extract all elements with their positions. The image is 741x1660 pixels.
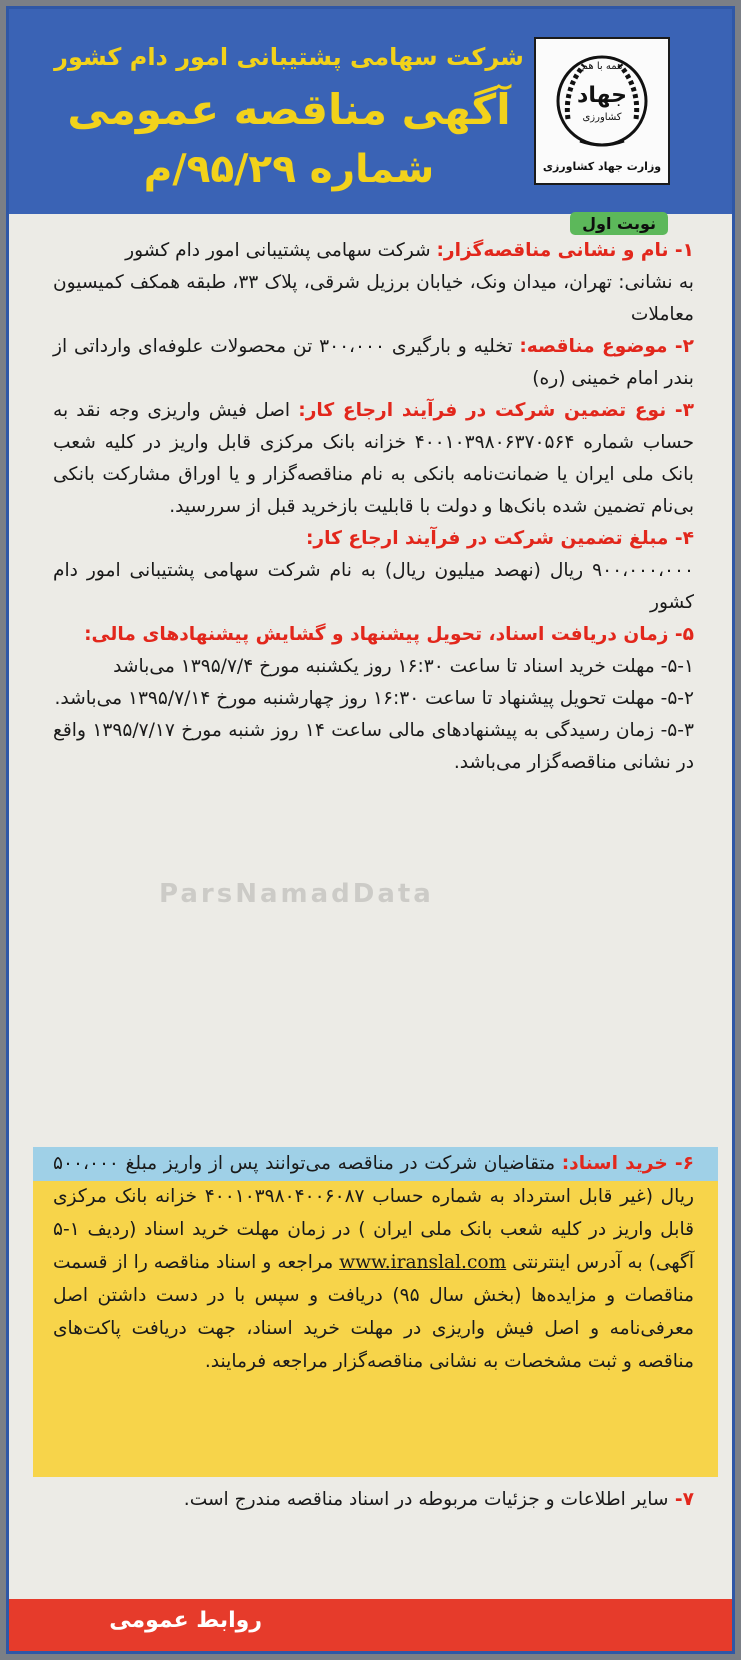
logo-ministry: وزارت جهاد کشاورزی	[542, 160, 662, 173]
round-badge: نوبت اول	[570, 212, 668, 235]
logo-motto: همه با هم	[581, 61, 623, 72]
section-6	[53, 1147, 694, 1378]
section-1-text: شرکت سهامی پشتیبانی امور دام کشور	[125, 240, 437, 261]
section-7	[53, 1483, 694, 1516]
section-2-heading: ۲- موضوع مناقصه:	[519, 336, 694, 357]
footer-bar	[9, 1599, 732, 1651]
company-name: شرکت سهامی پشتیبانی امور دام کشور	[54, 43, 524, 71]
page-title: آگهی مناقصه عمومی	[67, 85, 511, 134]
section-7-text: سایر اطلاعات و جزئیات مربوطه در اسناد مناقصه مندرج است.	[183, 1489, 669, 1510]
section-1-heading: ۱- نام و نشانی مناقصه‌گزار:	[436, 240, 694, 261]
watermark: ParsNamadData	[159, 879, 434, 909]
section-2-text: تخلیه و بارگیری ۳۰۰،۰۰۰ تن محصولات علوفه‌ای وارداتی از بندر امام خمینی (ره)	[53, 336, 694, 389]
section-6-heading: ۶- خرید اسناد:	[561, 1153, 695, 1174]
section-2	[53, 331, 694, 395]
section-5-heading: ۵- زمان دریافت اسناد، تحویل پیشنهاد و گشایش پیشنهادهای مالی:	[84, 624, 694, 645]
tender-body	[53, 235, 694, 779]
section-7-heading: ۷-	[668, 1489, 694, 1510]
section-4-text: ۹۰۰،۰۰۰،۰۰۰ ریال (نهصد میلیون ریال) به نام شرکت سهامی پشتیبانی امور دام کشور	[53, 560, 694, 613]
section-6-text-b: مراجعه و اسناد مناقصه را از قسمت مناقصات و مزایده‌ها (بخش سال ۹۵) دریافت و سپس با در دست داشتن اصل معرفی‌نامه و اصل فیش واریزی در مهلت خرید اسناد، جهت دریافت پاکت‌های مناقصه و ثبت مشخصات به نشانی مناقصه‌گزار مراجعه فرمایند.	[53, 1252, 695, 1372]
section-1	[53, 235, 694, 267]
section-5-2: ۵-۲- مهلت تحویل پیشنهاد تا ساعت ۱۶:۳۰ روز چهارشنبه مورخ ۱۳۹۵/۷/۱۴ می‌باشد.	[54, 688, 694, 709]
section-4-heading: ۴- مبلغ تضمین شرکت در فرآیند ارجاع کار:	[306, 528, 694, 549]
section-3	[53, 395, 694, 523]
section-5-1: ۵-۱- مهلت خرید اسناد تا ساعت ۱۶:۳۰ روز یکشنبه مورخ ۱۳۹۵/۷/۴ می‌باشد	[113, 656, 694, 677]
section-5-3: ۵-۳- زمان رسیدگی به پیشنهادهای مالی ساعت ۱۴ روز شنبه مورخ ۱۳۹۵/۷/۱۷ واقع در نشانی مناقصه‌گزار می‌باشد.	[53, 720, 694, 773]
footer-label: روابط عمومی	[109, 1608, 262, 1633]
logo-name: جهاد	[577, 83, 627, 108]
section-3-heading: ۳- نوع تضمین شرکت در فرآیند ارجاع کار:	[298, 400, 694, 421]
section-1-address: به نشانی: تهران، میدان ونک، خیابان برزیل شرقی، پلاک ۳۳، طبقه همکف کمیسیون معاملات	[53, 272, 694, 325]
tender-number: شماره ۹۵/۲۹/م	[143, 147, 435, 192]
section-6-text-a: متقاضیان شرکت در مناقصه می‌توانند پس از واریز مبلغ ۵۰۰،۰۰۰ ریال (غیر قابل استرداد به شماره حساب ۴۰۰۱۰۳۹۸۰۴۰۰۶۰۸۷ خزانه بانک مرکزی قابل واریز در کلیه شعب بانک ملی ایران ) در زمان مهلت خرید اسناد (ردیف ۱-۵ آگهی) به آدرس اینترنتی	[53, 1153, 694, 1273]
section-3-text: اصل فیش واریزی وجه نقد به حساب شماره ۴۰۰۱۰۳۹۸۰۶۳۷۰۵۶۴ خزانه بانک مرکزی قابل واریز در کلیه شعب بانک ملی ایران یا ضمانت‌نامه بانکی به نام مناقصه‌گزار و یا اوراق مشارکت بانکی بی‌نام تضمین شده بانک‌ها و دولت با قابلیت بازخرید قبل از سررسید.	[53, 400, 694, 517]
logo-subtitle: کشاورزی	[582, 112, 622, 123]
ministry-logo	[534, 37, 670, 185]
website-link[interactable]: www.iranslal.com	[339, 1252, 507, 1273]
header-banner	[9, 9, 732, 214]
advertisement-page	[6, 6, 735, 1654]
